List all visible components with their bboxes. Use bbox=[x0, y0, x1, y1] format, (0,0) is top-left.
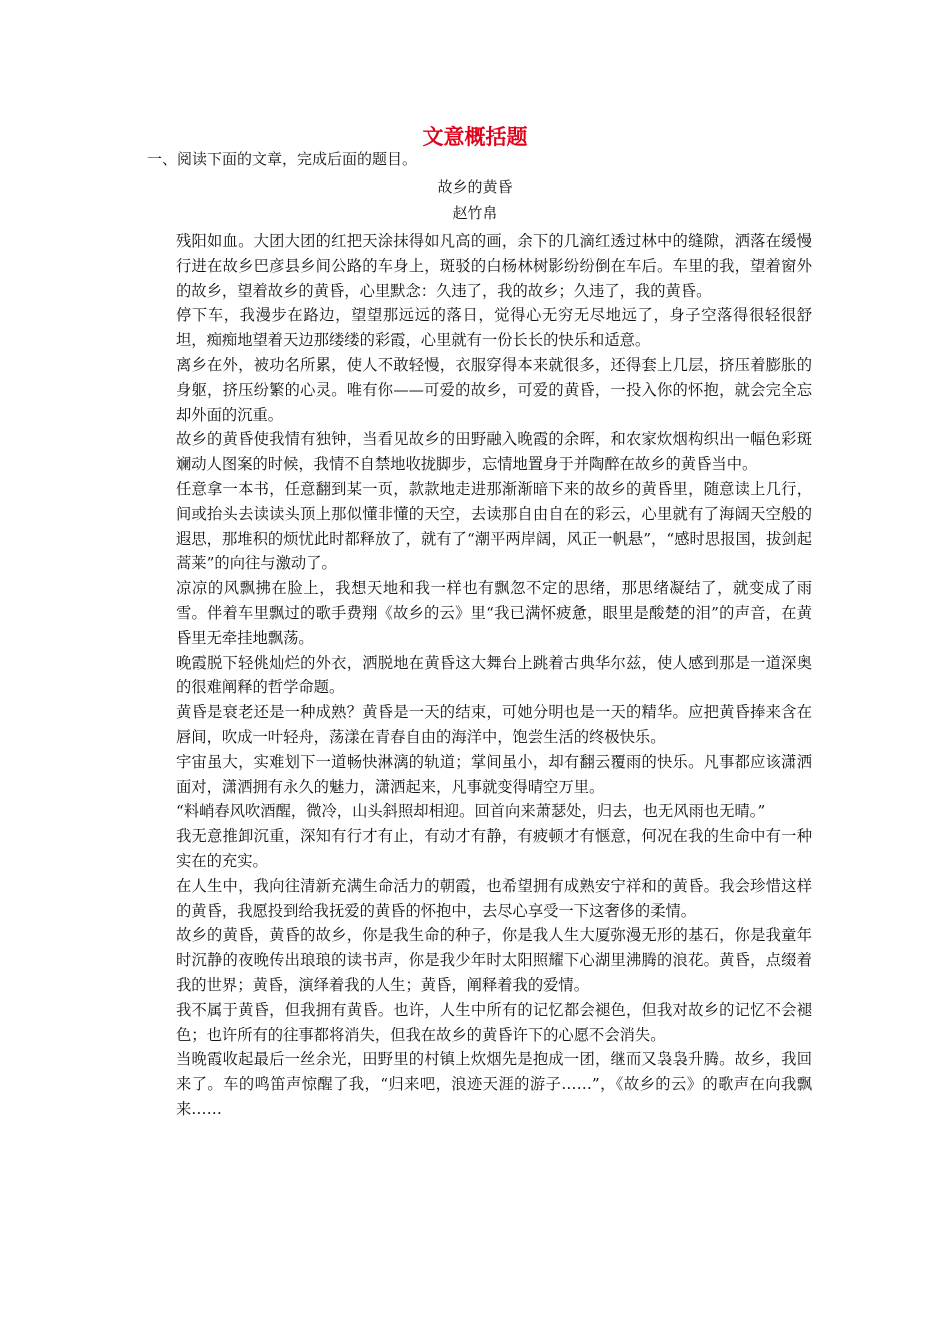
article-paragraph: 残阳如血。大团大团的红把天涂抹得如凡高的画，余下的几滴红透过林中的缝隙，洒落在缓慢行进在故乡巴彦县乡间公路的车身上，斑驳的白杨林树影纷纷倒在车后。车里的我，望着窗外的故乡，望着故乡的黄昏，心里默念：久违了，我的故乡；久违了，我的黄昏。 bbox=[176, 232, 812, 300]
article-paragraph: “料峭春风吹酒醒，微冷，山头斜照却相迎。回首向来萧瑟处，归去，也无风雨也无晴。” bbox=[176, 802, 766, 821]
article-paragraph: 宇宙虽大，实难划下一道畅快淋漓的轨道；掌间虽小，却有翻云覆雨的快乐。凡事都应该潇洒面对，潇洒拥有永久的魅力，潇洒起来，凡事就变得晴空万里。 bbox=[176, 752, 812, 796]
article-paragraph: 故乡的黄昏，黄昏的故乡，你是我生命的种子，你是我人生大厦弥漫无形的基石，你是我童年时沉静的夜晚传出琅琅的读书声，你是我少年时太阳照耀下心湖里沸腾的浪花。黄昏，点缀着我的世界；黄昏，演绎着我的人生；黄昏，阐释着我的爱情。 bbox=[176, 926, 812, 994]
article-paragraph: 停下车，我漫步在路边，望望那远远的落日，觉得心无穷无尽地远了，身子空落得很轻很舒坦，痴痴地望着天边那缕缕的彩霞，心里就有一份长长的快乐和适意。 bbox=[176, 306, 812, 350]
article-paragraph: 任意拿一本书，任意翻到某一页，款款地走进那渐渐暗下来的故乡的黄昏里，随意读上几行，间或抬头去读读头顶上那似懂非懂的天空，去读那自由自在的彩云，心里就有了海阔天空般的遐思，那堆积的烦忧此时都释放了，就有了“潮平两岸阔，风正一帆悬”，“感时思报国，拔剑起蒿莱”的向往与激动了。 bbox=[176, 479, 812, 573]
instruction-text: 一、阅读下面的文章，完成后面的题目。 bbox=[147, 150, 418, 168]
article-paragraph: 当晚霞收起最后一丝余光，田野里的村镇上炊烟先是抱成一团，继而又袅袅升腾。故乡，我回来了。车的鸣笛声惊醒了我，“归来吧，浪迹天涯的游子……”，《故乡的云》的歌声在向我飘来…… bbox=[176, 1050, 812, 1118]
article-paragraph: 我不属于黄昏，但我拥有黄昏。也许，人生中所有的记忆都会褪色，但我对故乡的记忆不会褪色；也许所有的往事都将消失，但我在故乡的黄昏许下的心愿不会消失。 bbox=[176, 1000, 812, 1044]
article-author: 赵竹帛 bbox=[452, 204, 498, 222]
article-paragraph: 在人生中，我向往清新充满生命活力的朝霞，也希望拥有成熟安宁祥和的黄昏。我会珍惜这样的黄昏，我愿投到给我抚爱的黄昏的怀抱中，去尽心享受一下这奢侈的柔情。 bbox=[176, 876, 812, 920]
article-paragraph: 我无意推卸沉重，深知有行才有止，有动才有静，有疲顿才有惬意，何况在我的生命中有一种实在的充实。 bbox=[176, 827, 812, 870]
article-paragraph: 黄昏是衰老还是一种成熟？黄昏是一天的结束，可她分明也是一天的精华。应把黄昏捧来含在唇间，吹成一叶轻舟，荡漾在青春自由的海洋中，饱尝生活的终极快乐。 bbox=[176, 703, 812, 746]
article-paragraph: 故乡的黄昏使我情有独钟，当看见故乡的田野融入晚霞的余晖，和农家炊烟构织出一幅色彩斑斓动人图案的时候，我情不自禁地收拢脚步，忘情地置身于并陶醉在故乡的黄昏当中。 bbox=[176, 430, 812, 474]
article-body bbox=[176, 229, 812, 1122]
article-paragraph: 晚霞脱下轻佻灿烂的外衣，洒脱地在黄昏这大舞台上跳着古典华尔兹，使人感到那是一道深奥的很难阐释的哲学命题。 bbox=[176, 653, 812, 697]
article-title: 故乡的黄昏 bbox=[437, 178, 513, 196]
article-paragraph: 凉凉的风飘拂在脸上，我想天地和我一样也有飘忽不定的思绪，那思绪凝结了，就变成了雨雪。伴着车里飘过的歌手费翔《故乡的云》里“我已满怀疲惫，眼里是酸楚的泪”的声音，在黄昏里无牵挂地飘荡。 bbox=[176, 579, 812, 647]
article-paragraph: 离乡在外，被功名所累，使人不敢轻慢，衣服穿得本来就很多，还得套上几层，挤压着膨胀的身躯，挤压纷繁的心灵。唯有你——可爱的故乡，可爱的黄昏，一投入你的怀抱，就会完全忘却外面的沉重。 bbox=[176, 355, 812, 424]
page-title: 文意概括题 bbox=[422, 124, 528, 149]
